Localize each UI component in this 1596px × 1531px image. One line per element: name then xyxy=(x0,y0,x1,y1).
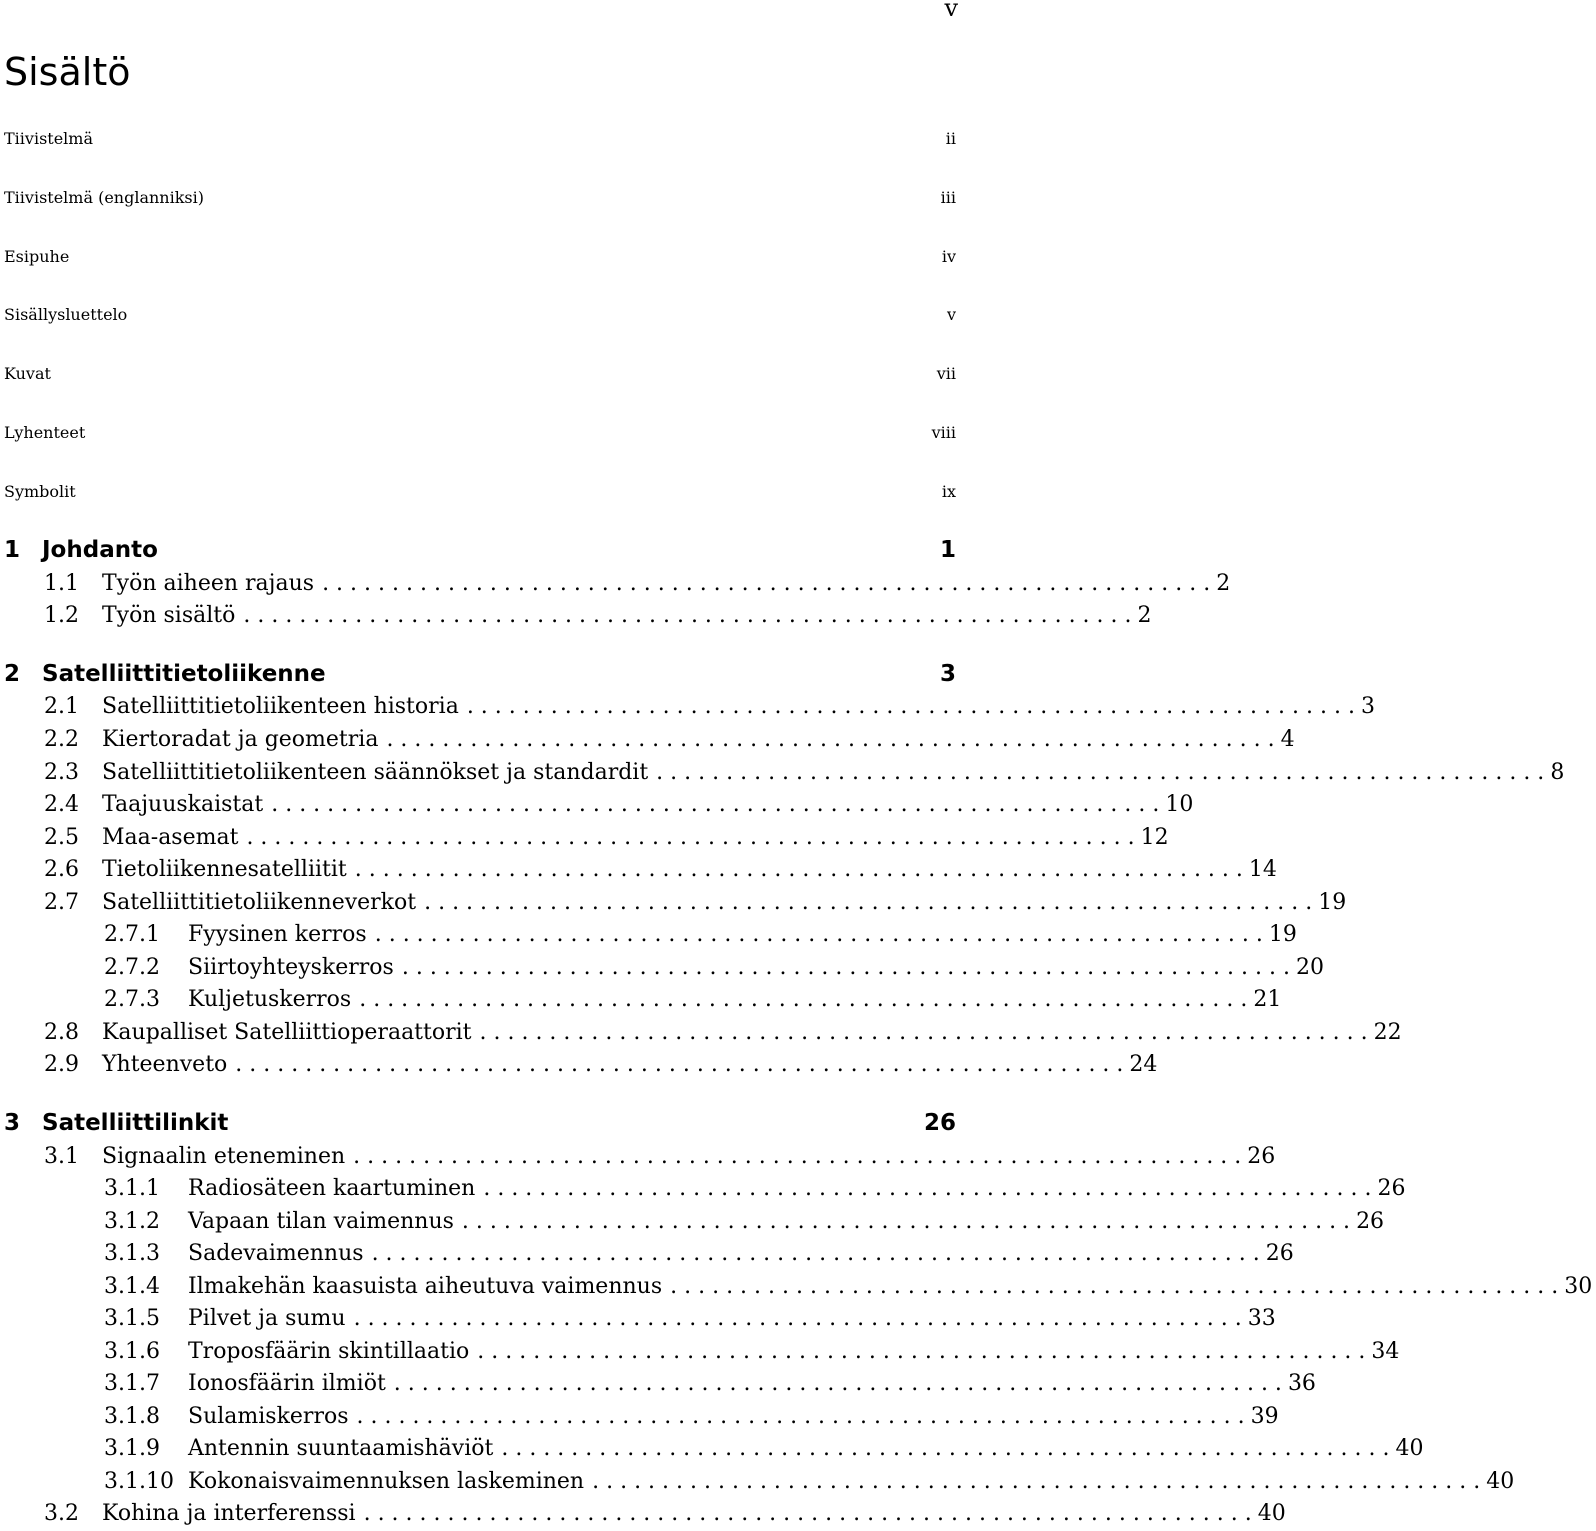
toc-entry-label: Kohina ja interferenssi xyxy=(102,1500,356,1526)
toc-entry-number: 2.9 xyxy=(44,1051,79,1077)
toc-entry-page: 26 xyxy=(1377,1175,1406,1201)
toc-entry-label: Radiosäteen kaartuminen xyxy=(188,1175,476,1201)
dot-leader: . . . . . . . . . . . . . . . . . . . . . . . . . . . . . . . . . . . . . . . . . . . . . . . . . . . . . . . . . . . . . . . . xyxy=(359,986,1248,1012)
toc-entry[interactable] xyxy=(0,756,1565,788)
toc-entry-number: 2.7.3 xyxy=(104,986,160,1012)
toc-entry[interactable] xyxy=(0,1205,1385,1237)
toc-entry-page: 14 xyxy=(1248,856,1277,882)
toc-entry-page: 26 xyxy=(1265,1240,1294,1266)
toc-entry[interactable] xyxy=(0,181,960,213)
toc-entry-page: 36 xyxy=(1287,1370,1316,1396)
toc-entry-label: Tiivistelmä xyxy=(4,128,93,148)
toc-entry-number: 3.1.7 xyxy=(104,1370,160,1396)
toc-entry-label: Sisällysluettelo xyxy=(4,304,128,324)
toc-entry-page: 10 xyxy=(1165,791,1194,817)
toc-entry-page: 3 xyxy=(939,661,956,687)
toc-entry[interactable] xyxy=(0,983,1282,1015)
toc-entry-label: Esipuhe xyxy=(4,246,70,266)
toc-entry-page: ix xyxy=(941,481,956,501)
toc-entry[interactable] xyxy=(0,951,1324,983)
toc-entry-label: Kuvat xyxy=(4,363,51,383)
dot-leader: . . . . . . . . . . . . . . . . . . . . . . . . . . . . . . . . . . . . . . . . . . . . . . . . . . . . . . . . . . . . . . . . xyxy=(243,602,1132,628)
toc-entry[interactable] xyxy=(0,1172,1406,1204)
toc-entry-label: Ilmakehän kaasuista aiheutuva vaimennus xyxy=(188,1273,663,1299)
toc-entry-label: Maa-asemat xyxy=(102,824,239,850)
toc-entry-number: 3.1.6 xyxy=(104,1338,160,1364)
toc-entry[interactable] xyxy=(0,1335,1400,1367)
toc-entry-label: Signaalin eteneminen xyxy=(102,1143,346,1169)
toc-entry-page: v xyxy=(946,304,956,324)
dot-leader: . . . . . . . . . . . . . . . . . . . . . . . . . . . . . . . . . . . . . . . . . . . . . . . . . . . . . . . . . . . . . . . . xyxy=(353,1305,1242,1331)
toc-entry-page: 19 xyxy=(1318,889,1347,915)
toc-entry-page: ii xyxy=(945,128,956,148)
toc-entry-label: Siirtoyhteyskerros xyxy=(188,954,394,980)
toc-entry-page: 8 xyxy=(1550,759,1565,785)
toc-entry[interactable] xyxy=(0,886,1347,918)
toc-entry-number: 3.1.8 xyxy=(104,1403,160,1429)
toc-entry-number: 2.4 xyxy=(44,791,79,817)
toc-entry-label: Satelliittitietoliikenneverkot xyxy=(102,889,417,915)
toc-entry[interactable] xyxy=(0,1497,1286,1529)
toc-entry[interactable] xyxy=(0,534,960,566)
dot-leader: . . . . . . . . . . . . . . . . . . . . . . . . . . . . . . . . . . . . . . . . . . . . . . . . . . . . . . . . . . . . . . . . xyxy=(235,1051,1124,1077)
toc-entry-number: 2.1 xyxy=(44,693,79,719)
toc-entry-page: 3 xyxy=(1360,693,1375,719)
toc-entry-number: 1.2 xyxy=(44,602,79,628)
toc-entry-label: Fyysinen kerros xyxy=(188,921,367,947)
toc-entry[interactable] xyxy=(0,475,960,507)
toc-entry[interactable] xyxy=(0,690,1375,722)
toc-entry-label: Lyhenteet xyxy=(4,422,86,442)
dot-leader: . . . . . . . . . . . . . . . . . . . . . . . . . . . . . . . . . . . . . . . . . . . . . . . . . . . . . . . . . . . . . . . . xyxy=(401,954,1290,980)
toc-entry[interactable] xyxy=(0,298,960,330)
toc-entry-page: 26 xyxy=(923,1110,956,1136)
toc-entry-number: 2 xyxy=(4,661,21,687)
toc-entry-page: 19 xyxy=(1268,921,1297,947)
toc-entry-number: 2.7.1 xyxy=(104,921,160,947)
dot-leader: . . . . . . . . . . . . . . . . . . . . . . . . . . . . . . . . . . . . . . . . . . . . . . . . . . . . . . . . . . . . . . . . xyxy=(424,889,1313,915)
dot-leader: . . . . . . . . . . . . . . . . . . . . . . . . . . . . . . . . . . . . . . . . . . . . . . . . . . . . . . . . . . . . . . . . xyxy=(271,791,1160,817)
toc-entry[interactable] xyxy=(0,1302,1276,1334)
toc-entry-label: Työn aiheen rajaus xyxy=(102,570,315,596)
dot-leader: . . . . . . . . . . . . . . . . . . . . . . . . . . . . . . . . . . . . . . . . . . . . . . . . . . . . . . . . . . . . . . . . xyxy=(356,1403,1245,1429)
toc-entry[interactable] xyxy=(0,1140,1276,1172)
toc-entry[interactable] xyxy=(0,788,1194,820)
toc-entry-label: Kiertoradat ja geometria xyxy=(102,726,379,752)
toc-entry-label: Kokonaisvaimennuksen laskeminen xyxy=(188,1468,585,1494)
toc-entry-number: 3.1.9 xyxy=(104,1435,160,1461)
dot-leader: . . . . . . . . . . . . . . . . . . . . . . . . . . . . . . . . . . . . . . . . . . . . . . . . . . . . . . . . . . . . . . . . xyxy=(363,1500,1252,1526)
toc-entry[interactable] xyxy=(0,1270,1593,1302)
toc-entry-label: Yhteenveto xyxy=(102,1051,228,1077)
toc-entry-page: 12 xyxy=(1140,824,1169,850)
dot-leader: . . . . . . . . . . . . . . . . . . . . . . . . . . . . . . . . . . . . . . . . . . . . . . . . . . . . . . . . . . . . . . . . xyxy=(479,1019,1368,1045)
toc-entry[interactable] xyxy=(0,1432,1424,1464)
toc-entry-label: Tietoliikennesatelliitit xyxy=(102,856,347,882)
toc-entry-number: 3.2 xyxy=(44,1500,79,1526)
toc-entry-page: vii xyxy=(936,363,956,383)
toc-entry-label: Sulamiskerros xyxy=(188,1403,349,1429)
toc-entry-number: 2.7 xyxy=(44,889,79,915)
toc-entry-number: 1.1 xyxy=(44,570,79,596)
toc-entry-number: 2.7.2 xyxy=(104,954,160,980)
toc-entry[interactable] xyxy=(0,599,1152,631)
dot-leader: . . . . . . . . . . . . . . . . . . . . . . . . . . . . . . . . . . . . . . . . . . . . . . . . . . . . . . . . . . . . . . . . xyxy=(246,824,1135,850)
toc-entry-number: 2.3 xyxy=(44,759,79,785)
toc-entry-page: 4 xyxy=(1280,726,1295,752)
toc-entry-label: Taajuuskaistat xyxy=(102,791,264,817)
dot-leader: . . . . . . . . . . . . . . . . . . . . . . . . . . . . . . . . . . . . . . . . . . . . . . . . . . . . . . . . . . . . . . . . xyxy=(466,693,1355,719)
toc-entry[interactable] xyxy=(0,1465,1515,1497)
toc-entry-label: Ionosfäärin ilmiöt xyxy=(188,1370,386,1396)
toc-entry[interactable] xyxy=(0,1048,1158,1080)
toc-entry[interactable] xyxy=(0,1400,1279,1432)
toc-entry-label: Tiivistelmä (englanniksi) xyxy=(4,187,204,207)
toc-entry-page: 40 xyxy=(1486,1468,1515,1494)
toc-entry-page: 1 xyxy=(939,537,956,563)
dot-leader: . . . . . . . . . . . . . . . . . . . . . . . . . . . . . . . . . . . . . . . . . . . . . . . . . . . . . . . . . . . . . . . . xyxy=(477,1338,1366,1364)
toc-entry-label: Satelliittitietoliikenteen säännökset ja standardit xyxy=(102,759,649,785)
toc-entry-label: Satelliittitietoliikenne xyxy=(42,661,326,687)
toc-title: Sisältö xyxy=(4,50,131,94)
toc-entry-label: Työn sisältö xyxy=(102,602,236,628)
toc-entry[interactable] xyxy=(0,416,960,448)
toc-entry-page: 2 xyxy=(1216,570,1231,596)
toc-entry[interactable] xyxy=(0,853,1277,885)
dot-leader: . . . . . . . . . . . . . . . . . . . . . . . . . . . . . . . . . . . . . . . . . . . . . . . . . . . . . . . . . . . . . . . . xyxy=(483,1175,1372,1201)
dot-leader: . . . . . . . . . . . . . . . . . . . . . . . . . . . . . . . . . . . . . . . . . . . . . . . . . . . . . . . . . . . . . . . . xyxy=(592,1468,1481,1494)
toc-entry[interactable] xyxy=(0,821,1169,853)
toc-entry[interactable] xyxy=(0,1016,1402,1048)
toc-entry-page: 24 xyxy=(1129,1051,1158,1077)
toc-entry-page: 20 xyxy=(1295,954,1324,980)
toc-entry-page: 2 xyxy=(1137,602,1152,628)
toc-entry[interactable] xyxy=(0,357,960,389)
toc-entry-label: Satelliittilinkit xyxy=(42,1110,229,1136)
toc-entry[interactable] xyxy=(0,240,960,272)
toc-entry-label: Vapaan tilan vaimennus xyxy=(188,1208,454,1234)
dot-leader: . . . . . . . . . . . . . . . . . . . . . . . . . . . . . . . . . . . . . . . . . . . . . . . . . . . . . . . . . . . . . . . . xyxy=(670,1273,1559,1299)
toc-entry-number: 3.1 xyxy=(44,1143,79,1169)
dot-leader: . . . . . . . . . . . . . . . . . . . . . . . . . . . . . . . . . . . . . . . . . . . . . . . . . . . . . . . . . . . . . . . . xyxy=(386,726,1275,752)
toc-entry-number: 3.1.4 xyxy=(104,1273,160,1299)
toc-entry-number: 3.1.10 xyxy=(104,1468,174,1494)
toc-entry-label: Sadevaimennus xyxy=(188,1240,364,1266)
dot-leader: . . . . . . . . . . . . . . . . . . . . . . . . . . . . . . . . . . . . . . . . . . . . . . . . . . . . . . . . . . . . . . . . xyxy=(374,921,1263,947)
toc-entry-page: 22 xyxy=(1373,1019,1402,1045)
toc-entry-label: Kuljetuskerros xyxy=(188,986,352,1012)
toc-entry-page: 26 xyxy=(1247,1143,1276,1169)
toc-entry-number: 3 xyxy=(4,1110,21,1136)
toc-entry-label: Troposfäärin skintillaatio xyxy=(188,1338,470,1364)
toc-entry[interactable] xyxy=(0,723,1295,755)
toc-entry[interactable] xyxy=(0,567,1231,599)
page-number: v xyxy=(944,0,958,22)
dot-leader: . . . . . . . . . . . . . . . . . . . . . . . . . . . . . . . . . . . . . . . . . . . . . . . . . . . . . . . . . . . . . . . . xyxy=(354,856,1243,882)
toc-entry-page: 34 xyxy=(1371,1338,1400,1364)
toc-entry-label: Satelliittitietoliikenteen historia xyxy=(102,693,459,719)
toc-entry-label: Kaupalliset Satelliittioperaattorit xyxy=(102,1019,472,1045)
toc-entry-page: 40 xyxy=(1257,1500,1286,1526)
toc-entry-page: iii xyxy=(940,187,956,207)
dot-leader: . . . . . . . . . . . . . . . . . . . . . . . . . . . . . . . . . . . . . . . . . . . . . . . . . . . . . . . . . . . . . . . . xyxy=(371,1240,1260,1266)
toc-entry-page: 30 xyxy=(1564,1273,1593,1299)
toc-entry-label: Antennin suuntaamishäviöt xyxy=(188,1435,494,1461)
toc-entry-page: 39 xyxy=(1250,1403,1279,1429)
toc-entry[interactable] xyxy=(0,918,1297,950)
dot-leader: . . . . . . . . . . . . . . . . . . . . . . . . . . . . . . . . . . . . . . . . . . . . . . . . . . . . . . . . . . . . . . . . xyxy=(353,1143,1242,1169)
toc-entry[interactable] xyxy=(0,122,960,154)
toc-entry-label: Pilvet ja sumu xyxy=(188,1305,346,1331)
toc-entry[interactable] xyxy=(0,1367,1316,1399)
toc-entry-number: 2.5 xyxy=(44,824,79,850)
toc-entry-label: Johdanto xyxy=(42,537,158,563)
toc-entry[interactable] xyxy=(0,658,960,690)
toc-entry-label: Symbolit xyxy=(4,481,76,501)
toc-entry-page: 21 xyxy=(1253,986,1282,1012)
toc-entry-page: 33 xyxy=(1247,1305,1276,1331)
toc-entry-page: 26 xyxy=(1356,1208,1385,1234)
toc-entry-number: 3.1.5 xyxy=(104,1305,160,1331)
toc-entry-page: 40 xyxy=(1395,1435,1424,1461)
toc-entry-number: 3.1.2 xyxy=(104,1208,160,1234)
toc-entry[interactable] xyxy=(0,1107,960,1139)
dot-leader: . . . . . . . . . . . . . . . . . . . . . . . . . . . . . . . . . . . . . . . . . . . . . . . . . . . . . . . . . . . . . . . . xyxy=(656,759,1545,785)
toc-entry-number: 2.2 xyxy=(44,726,79,752)
toc-entry-page: viii xyxy=(931,422,956,442)
dot-leader: . . . . . . . . . . . . . . . . . . . . . . . . . . . . . . . . . . . . . . . . . . . . . . . . . . . . . . . . . . . . . . . . xyxy=(501,1435,1390,1461)
toc-entry-number: 1 xyxy=(4,537,21,563)
toc-entry-number: 3.1.1 xyxy=(104,1175,160,1201)
toc-entry-page: iv xyxy=(941,246,956,266)
toc-entry-number: 2.8 xyxy=(44,1019,79,1045)
toc-entry-number: 2.6 xyxy=(44,856,79,882)
toc-entry-number: 3.1.3 xyxy=(104,1240,160,1266)
dot-leader: . . . . . . . . . . . . . . . . . . . . . . . . . . . . . . . . . . . . . . . . . . . . . . . . . . . . . . . . . . . . . . . . xyxy=(461,1208,1351,1234)
toc-entry[interactable] xyxy=(0,1237,1294,1269)
dot-leader: . . . . . . . . . . . . . . . . . . . . . . . . . . . . . . . . . . . . . . . . . . . . . . . . . . . . . . . . . . . . . . . . xyxy=(322,570,1211,596)
dot-leader: . . . . . . . . . . . . . . . . . . . . . . . . . . . . . . . . . . . . . . . . . . . . . . . . . . . . . . . . . . . . . . . . xyxy=(393,1370,1282,1396)
